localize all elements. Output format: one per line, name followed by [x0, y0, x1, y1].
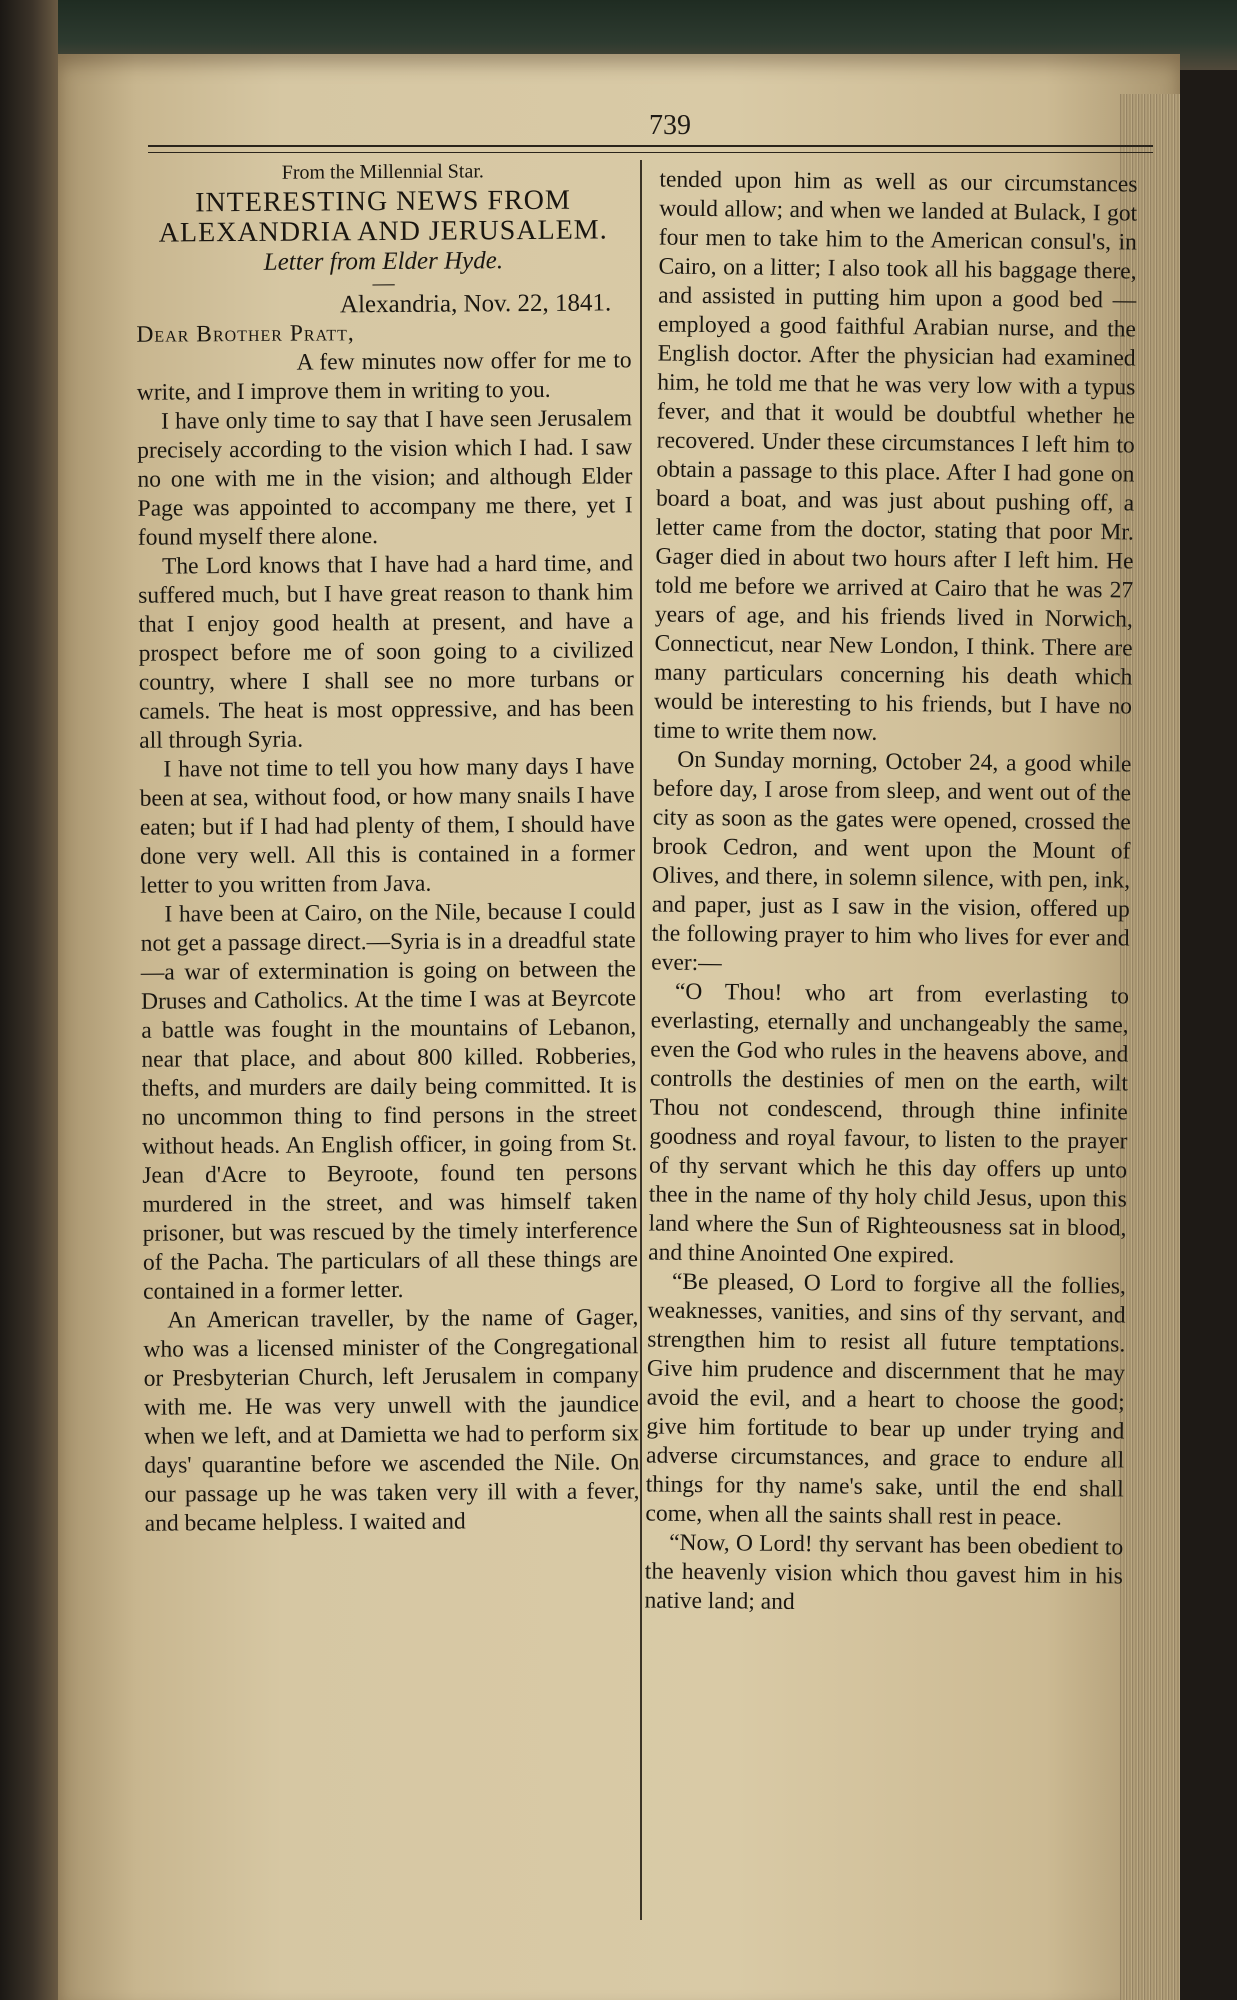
column-divider [640, 160, 642, 1920]
right-column [644, 166, 1137, 1621]
paragraph: The Lord knows that I have had a hard time, and suffered much, but I have great reason to thank him that I enjoy good health at present, and have a prospect before me of soon going to a civilized country, where I shall see no more turbans or camels. The heat is most oppressive, and has been all through Syria. [138, 550, 635, 754]
paragraph: tended upon him as well as our circumstances would allow; and when we landed at Bulack, I got four men to take him to the American consul's, in Cairo, on a litter; I also took all his baggage there, and assisted in putting him upon a good bed —employed a good faithful Arabian nurse, and the English doctor. After the physician had examined him, he told me that he was very low with a typus fever, and that it would be doubtful whether he recovered. Under these circumstances I left him to obtain a passage to this place. After I had gone on board a boat, and was just about pushing off, a letter came from the doctor, stating that poor Mr. Gager died in about two hours after I left him. He told me before we arrived at Cairo that he was 27 years of age, and his friends lived in Norwich, Connecticut, near New London, I think. There are many particulars concerning his death which would be interesting to his friends, but I have no time to write them now. [653, 166, 1138, 746]
separator-dash: — [372, 269, 395, 296]
paragraph: “O Thou! who art from everlasting to everlasting, eternally and unchangeably the same, even the God who rules in the heavens above, and controlls the destinies of men on the earth, wilt Thou not condescend, through thine infinite goodness and royal favour, to listen to the prayer of thy servant which he this day offers up unto thee in the name of thy holy child Jesus, upon this land where the Sun of Righteousness sat in blood, and thine Anointed One expired. [648, 978, 1130, 1269]
paragraph: An American traveller, by the name of Gager, who was a licensed minister of the Congregational or Presbyterian Church, left Jerusalem in company with me. He was very unwell with the jaundice when we left, and at Damietta we had to perform six days' quarantine before we ascended the Nile. On our passage up he was taken very ill with a fever, and became helpless. I waited and [143, 1304, 640, 1537]
dateline: Alexandria, Nov. 22, 1841. [339, 289, 612, 319]
paragraph: “Be pleased, O Lord to forgive all the follies, weaknesses, vanities, and sins of thy servant, and strengthen him to resist all future temptations. Give him prudence and discernment that he may avoid the evil, and a heart to choose the good; give him fortitude to bear up under trying and adverse circumstances, and grace to endure all things for thy name's sake, until the end shall come, when all the saints shall rest in peace. [645, 1268, 1127, 1531]
article-subheading: Letter from Elder Hyde. [263, 247, 504, 276]
paragraph: On Sunday morning, October 24, a good while before day, I arose from sleep, and went out of the city as soon as the gates were opened, crossed the brook Cedron, and went upon the Mount of Olives, and there, in solemn silence, with pen, ink, and paper, just as I saw in the vision, offered up the following prayer to him who lives for ever and ever:— [651, 746, 1132, 977]
paragraph: I have been at Cairo, on the Nile, because I could not get a passage direct.—Syria is in a dreadful state—a war of extermination is going on between the Druses and Catholics. At the time I was at Beyrcote a battle was fought in the mountains of Lebanon, near that place, and about 800 killed. Robberies, thefts, and murders are daily being committed. It is no uncommon thing to find persons in the street without heads. An English officer, in going from St. Jean d'Acre to Beyroote, found ten persons murdered in the street, and was himself taken prisoner, but was rescued by the timely interference of the Pacha. The particulars of all these things are contained in a former letter. [140, 898, 638, 1305]
article-headline: INTERESTING NEWS FROM ALEXANDRIA AND JERUSALEM. [158, 184, 608, 249]
paragraph: A few minutes now offer for me to write, and I improve them in writing to you. [136, 347, 632, 406]
paragraph: I have only time to say that I have seen Jerusalem precisely according to the vision which I had. I saw no one with me in the vision; and although Elder Page was appointed to accompany me there, yet I found myself there alone. [137, 405, 633, 551]
page-number: 739 [649, 110, 691, 141]
header-rule [148, 145, 1153, 153]
book-spine-edge [0, 0, 58, 2000]
salutation: Dear Brother Pratt, [136, 320, 355, 348]
paragraph: “Now, O Lord! thy servant has been obedient to the heavenly vision which thou gavest him in his native land; and [644, 1529, 1124, 1616]
left-column [135, 156, 640, 1538]
source-line: From the Millennial Star. [281, 160, 484, 184]
paragraph: I have not time to tell you how many days I have been at sea, without food, or how many snails I have eaten; but if I had had plenty of them, I should have done very well. All this is contained in a former letter to you written from Java. [139, 753, 636, 899]
